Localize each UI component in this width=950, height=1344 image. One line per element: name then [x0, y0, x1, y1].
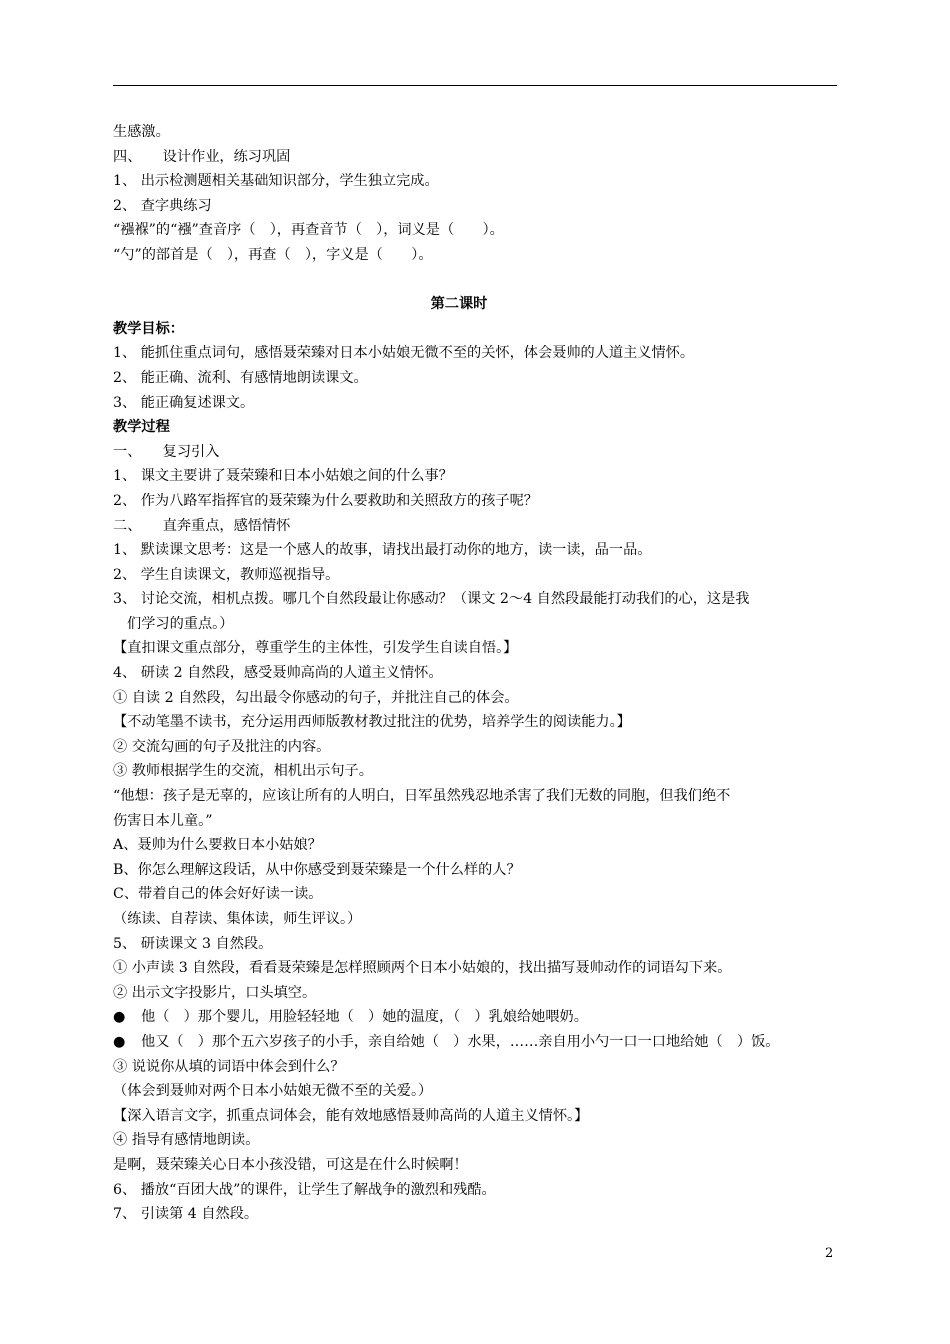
process-substep: ② 出示文字投影片，口头填空。 — [113, 984, 317, 1001]
process-step: 2、 作为八路军指挥官的聂荣臻为什么要救助和关照敌方的孩子呢？ — [113, 492, 538, 509]
bullet-item — [113, 1030, 841, 1055]
question-item: C、带着自己的体会好好读一读。 — [113, 886, 323, 903]
text-line: “襁褓”的“襁”查音序（ ），再查音节（ ），词义是（ ）。 — [113, 222, 504, 239]
process-step: 6、 播放“百团大战”的课件，让学生了解战争的激烈和残酷。 — [113, 1181, 496, 1198]
process-step: 5、 研读课文 3 自然段。 — [113, 935, 273, 952]
process-substep: ② 交流勾画的句子及批注的内容。 — [113, 738, 331, 755]
text-line: “勺”的部首是（ ），再查（ ），字义是（ ）。 — [113, 246, 433, 263]
process-step: 3、 讨论交流，相机点拨。哪几个自然段最让你感动？（课文 2～4 自然段最能打动我们的心，这是我 — [113, 591, 750, 608]
header-rule — [113, 85, 837, 86]
text-line: （体会到聂帅对两个日本小姑娘无微不至的关爱。） — [113, 1083, 433, 1100]
goal-item: 2、 能正确、流利、有感情地朗读课文。 — [113, 369, 368, 386]
process-step: 1、 默读课文思考：这是一个感人的故事，请找出最打动你的地方，读一读，品一品。 — [113, 542, 652, 559]
goal-item: 1、 能抓住重点词句，感悟聂荣臻对日本小姑娘无微不至的关怀，体会聂帅的人道主义情怀。 — [113, 345, 695, 362]
question-item: A、聂帅为什么要救日本小姑娘？ — [113, 837, 322, 854]
bullet-text: 他（ ）那个婴儿，用脸轻轻地（ ）她的温度，（ ）乳娘给她喂奶。 — [141, 1009, 588, 1026]
process-step: 一、 复习引入 — [113, 443, 220, 460]
quote-line: 伤害日本儿童。” — [113, 812, 213, 829]
question-item: B、你怎么理解这段话，从中你感受到聂荣臻是一个什么样的人？ — [113, 861, 521, 878]
process-step: 1、 课文主要讲了聂荣臻和日本小姑娘之间的什么事？ — [113, 468, 453, 485]
teaching-note: 【不动笔墨不读书，充分运用西师版教材教过批注的优势，培养学生的阅读能力。】 — [113, 714, 631, 731]
text-line: （练读、自荐读、集体读，师生评议。） — [113, 911, 362, 927]
text-line: 是啊，聂荣臻关心日本小孩没错，可这是在什么时候啊！ — [113, 1156, 468, 1173]
goal-item: 3、 能正确复述课文。 — [113, 394, 255, 411]
lesson-title: 第二课时 — [430, 296, 488, 313]
page-number: 2 — [825, 1246, 834, 1261]
process-substep: ① 小声读 3 自然段，看看聂荣臻是怎样照顾两个日本小姑娘的，找出描写聂帅动作的词语勾下来。 — [113, 960, 732, 977]
process-step: 4、 研读 2 自然段，感受聂帅高尚的人道主义情怀。 — [113, 665, 443, 682]
bullet-icon: ● — [113, 1009, 126, 1026]
process-step-continued: 们学习的重点。） — [127, 615, 234, 632]
process-substep: ④ 指导有感情地朗读。 — [113, 1132, 260, 1149]
text-line: 生感激。 — [113, 124, 170, 140]
process-substep: ③ 教师根据学生的交流，相机出示句子。 — [113, 763, 373, 780]
text-line: 1、 出示检测题相关基础知识部分，学生独立完成。 — [113, 173, 439, 190]
text-line: 2、 查字典练习 — [113, 197, 212, 214]
section-heading: 四、 设计作业，练习巩固 — [113, 148, 291, 165]
spacer — [113, 268, 841, 293]
process-step: 2、 学生自读课文，教师巡视指导。 — [113, 566, 340, 583]
goals-heading: 教学目标： — [113, 320, 184, 337]
teaching-note: 【直扣课文重点部分，尊重学生的主体性，引发学生自读自悟。】 — [113, 640, 518, 657]
bullet-text: 他又（ ）那个五六岁孩子的小手，亲自给她（ ）水果，……亲自用小勺一口一口地给她（ ）饭。 — [141, 1033, 780, 1050]
process-substep: ① 自读 2 自然段，勾出最令你感动的句子，并批注自己的体会。 — [113, 689, 519, 706]
process-heading: 教学过程 — [113, 419, 170, 436]
process-step: 7、 引读第 4 自然段。 — [113, 1206, 259, 1223]
process-substep: ③ 说说你从填的词语中体会到什么？ — [113, 1058, 345, 1075]
bullet-item — [113, 1005, 841, 1030]
process-step: 二、 直奔重点，感悟情怀 — [113, 517, 291, 534]
bullet-icon: ● — [113, 1033, 126, 1050]
document-body — [113, 120, 841, 1227]
quote-line: “他想：孩子是无辜的，应该让所有的人明白，日军虽然残忍地杀害了我们无数的同胞，但我们绝不 — [113, 788, 731, 805]
teaching-note: 【深入语言文字，抓重点词体会，能有效地感悟聂帅高尚的人道主义情怀。】 — [113, 1107, 589, 1124]
